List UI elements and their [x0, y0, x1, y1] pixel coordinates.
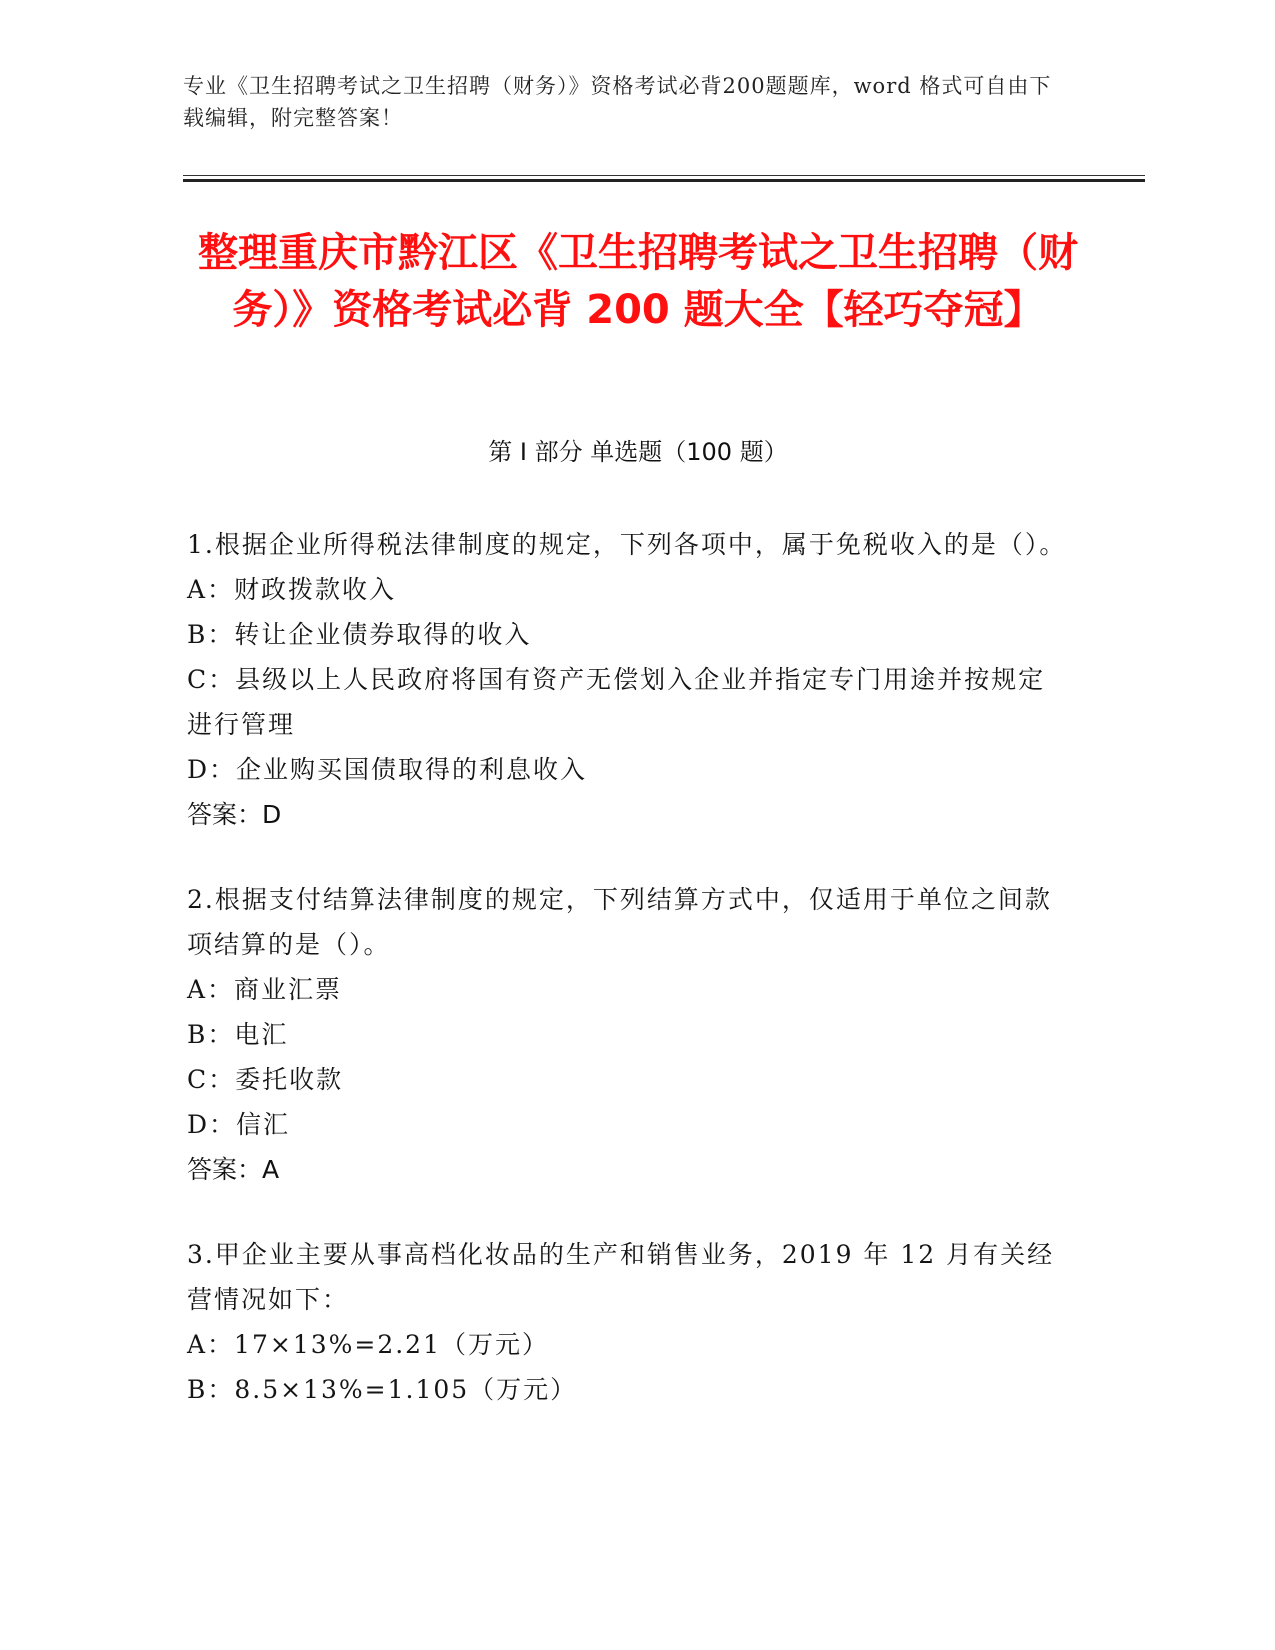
option-c: C：委托收款: [187, 1065, 344, 1094]
section-title: 第 I 部分 单选题（100 题）: [488, 438, 788, 466]
header-note: 专业《卫生招聘考试之卫生招聘（财务）》资格考试必背200题题库，word 格式可自由下载编辑，附完整答案！: [183, 74, 1052, 130]
option-b: B：电汇: [187, 1020, 289, 1049]
answer: 答案：A: [187, 1155, 280, 1184]
option-a: A：商业汇票: [187, 975, 343, 1004]
question-2: [187, 877, 1067, 1192]
option-d: D：信汇: [187, 1110, 291, 1139]
document-title: 整理重庆市黔江区《卫生招聘考试之卫生招聘（财务）》资格考试必背 200 题大全【轻巧夺冠】: [198, 230, 1078, 333]
header-divider-thin: [183, 175, 1145, 176]
header-divider-thick: [183, 179, 1145, 182]
option-a: A：17×13%=2.21（万元）: [187, 1330, 549, 1359]
option-b: B：转让企业债券取得的收入: [187, 620, 532, 649]
question-stem: 1.根据企业所得税法律制度的规定，下列各项中，属于免税收入的是（）。: [187, 530, 1067, 559]
option-a: A：财政拨款收入: [187, 575, 397, 604]
question-stem: 3.甲企业主要从事高档化妆品的生产和销售业务，2019 年 12 月有关经营情况如下：: [187, 1240, 1055, 1314]
question-stem: 2.根据支付结算法律制度的规定，下列结算方式中，仅适用于单位之间款项结算的是（）。: [187, 885, 1052, 959]
question-1: [187, 522, 1067, 837]
question-list: [187, 522, 1067, 1452]
option-d: D：企业购买国债取得的利息收入: [187, 755, 588, 784]
option-c: C：县级以上人民政府将国有资产无偿划入企业并指定专门用途并按规定进行管理: [187, 665, 1046, 739]
answer: 答案：D: [187, 800, 282, 829]
option-b: B：8.5×13%=1.105（万元）: [187, 1375, 578, 1404]
question-3: [187, 1232, 1067, 1412]
